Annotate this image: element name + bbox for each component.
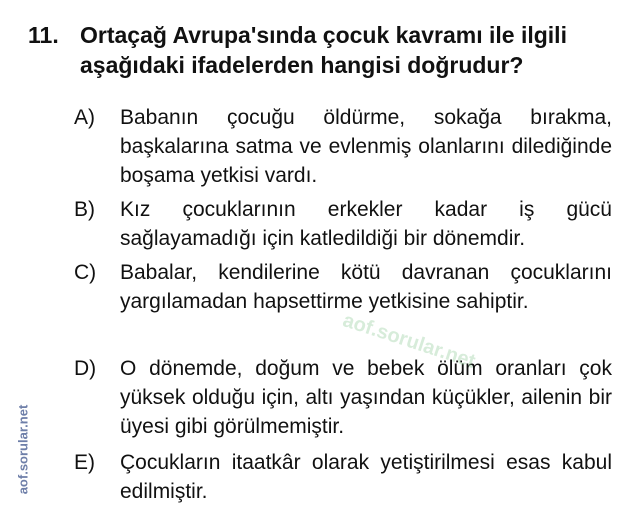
option-c-text: Babalar, kendilerine kötü davranan çocuklarını yargılamadan hapsettirme yetkisine sahiptir. bbox=[120, 261, 612, 313]
option-e-text: Çocukların itaatkâr olarak yetiştirilmesi esas kabul edilmiştir. bbox=[120, 451, 612, 503]
option-a-label: A) bbox=[74, 106, 95, 129]
question-number: 11. bbox=[28, 22, 59, 48]
watermark-text: aof.sorular.net bbox=[340, 309, 478, 373]
option-b-label: B) bbox=[74, 198, 95, 221]
option-d-label: D) bbox=[74, 357, 97, 380]
question-stem: Ortaçağ Avrupa'sında çocuk kavramı ile ilgili aşağıdaki ifadelerden hangisi doğrudur? bbox=[80, 22, 567, 78]
option-b-text: Kız çocuklarının erkekler kadar iş gücü sağlayamadığı için katledildiği bir dönemdir. bbox=[120, 198, 612, 250]
option-c-label: C) bbox=[74, 261, 97, 284]
option-d-text: O dönemde, doğum ve bebek ölüm oranları çok yüksek olduğu için, altı yaşından küçükler, ailenin bir üyesi gibi görülmemiştir. bbox=[120, 357, 612, 438]
option-e-label: E) bbox=[74, 451, 95, 474]
option-a-text: Babanın çocuğu öldürme, sokağa bırakma, başkalarına satma ve evlenmiş olanlarını dilediğinde boşama yetkisi vardı. bbox=[120, 106, 612, 187]
side-watermark-text: aof.sorular.net bbox=[15, 404, 31, 495]
